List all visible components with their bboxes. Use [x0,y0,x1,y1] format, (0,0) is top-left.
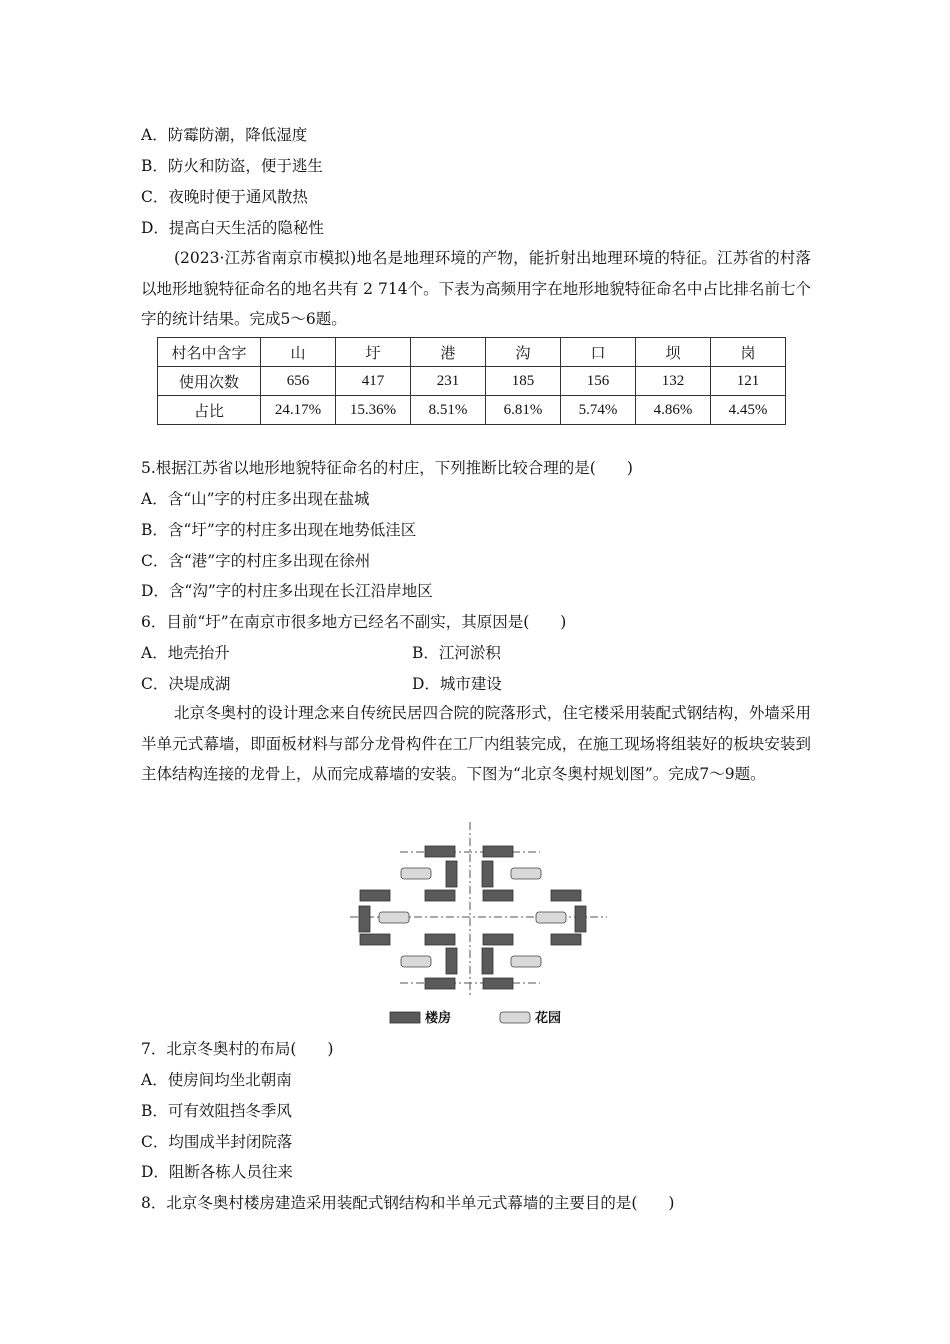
q6-option-a: A．地壳抬升 [141,644,230,662]
olympic-village-plan-figure [345,820,610,1030]
q5-option-a: A．含“山”字的村庄多出现在盐城 [141,490,370,508]
building [482,948,493,974]
garden [536,912,566,923]
table-row [158,396,786,425]
q6-option-b: B．江河淤积 [412,644,501,662]
garden [511,868,541,879]
q6-option-c: C．决堤成湖 [141,675,231,693]
building [483,846,513,857]
table-cell: 132 [636,367,711,396]
building [575,906,586,932]
table-cell: 185 [486,367,561,396]
building [483,934,513,945]
legend-garden-label: 花园 [535,1011,562,1026]
table-cell: 坝 [636,338,711,367]
table-cell: 岗 [711,338,786,367]
garden [511,956,541,967]
legend-garden-swatch [500,1012,530,1023]
table-cell: 沟 [486,338,561,367]
table-cell: 口 [561,338,636,367]
building [446,861,457,887]
table-cell: 121 [711,367,786,396]
building [425,934,455,945]
garden [401,868,431,879]
table-header-cell: 村名中含字 [158,338,261,367]
table-header-cell: 占比 [158,396,261,425]
building [360,934,390,945]
q7-option-d: D．阻断各栋人员往来 [141,1163,293,1181]
table-cell: 港 [411,338,486,367]
building [446,948,457,974]
q5-option-c: C．含“港”字的村庄多出现在徐州 [141,552,371,570]
table-cell: 8.51% [411,396,486,425]
table-cell: 圩 [336,338,411,367]
q4-option-b: B．防火和防盗，便于逃生 [141,157,323,175]
table-cell: 24.17% [261,396,336,425]
table-cell: 231 [411,367,486,396]
q5-option-b: B．含“圩”字的村庄多出现在地势低洼区 [141,521,417,539]
passage-winter-olympic-village: 北京冬奥村的设计理念来自传统民居四合院的院落形式，住宅楼采用装配式钢结构，外墙采用半单元式幕墙，即面板材料与部分龙骨构件在工厂内组装完成，在施工现场将组装好的板块安装到主体结构连接的龙骨上，从而完成幕墙的安装。下图为“北京冬奥村规划图”。完成7～9题。 [141,704,811,783]
q7-option-b: B．可有效阻挡冬季风 [141,1102,292,1120]
q6-stem: 6．目前“圩”在南京市很多地方已经名不副实，其原因是( ) [141,613,567,631]
q7-stem: 7．北京冬奥村的布局( ) [141,1040,334,1058]
building [483,890,513,901]
table-cell: 山 [261,338,336,367]
table-row [158,338,786,367]
table-header-cell: 使用次数 [158,367,261,396]
q7-option-c: C．均围成半封闭院落 [141,1133,293,1151]
legend-building-label: 楼房 [425,1011,452,1026]
table-cell: 417 [336,367,411,396]
legend-building-swatch [390,1012,420,1023]
building [551,934,581,945]
table-cell: 5.74% [561,396,636,425]
q7-option-a: A．使房间均坐北朝南 [141,1071,292,1089]
building [360,890,390,901]
q4-option-d: D．提高白天生活的隐秘性 [141,219,324,237]
garden [379,912,409,923]
q4-option-a: A．防霉防潮，降低湿度 [141,126,308,144]
building [483,978,513,989]
building [425,978,455,989]
passage-place-names: (2023·江苏省南京市模拟)地名是地理环境的产物，能折射出地理环境的特征。江苏省的村落以地形地貌特征命名的地名共有 2 714个。下表为高频用字在地形地貌特征命名中占比排名前七个字的统计结果。完成5～6题。 [141,249,811,328]
q4-option-c: C．夜晚时便于通风散热 [141,188,308,206]
table-cell: 656 [261,367,336,396]
garden [401,956,431,967]
place-name-stats-table [157,337,786,425]
table-row [158,367,786,396]
building [359,906,370,932]
table-cell: 4.86% [636,396,711,425]
building [482,861,493,887]
building [425,890,455,901]
building [551,890,581,901]
q6-option-d: D．城市建设 [412,675,502,693]
table-cell: 15.36% [336,396,411,425]
q5-option-d: D．含“沟”字的村庄多出现在长江沿岸地区 [141,582,433,600]
building [425,846,455,857]
table-cell: 156 [561,367,636,396]
q5-stem: 5.根据江苏省以地形地貌特征命名的村庄，下列推断比较合理的是( ) [141,459,633,477]
q8-stem: 8．北京冬奥村楼房建造采用装配式钢结构和半单元式幕墙的主要目的是( ) [141,1194,675,1212]
table-cell: 4.45% [711,396,786,425]
table-cell: 6.81% [486,396,561,425]
